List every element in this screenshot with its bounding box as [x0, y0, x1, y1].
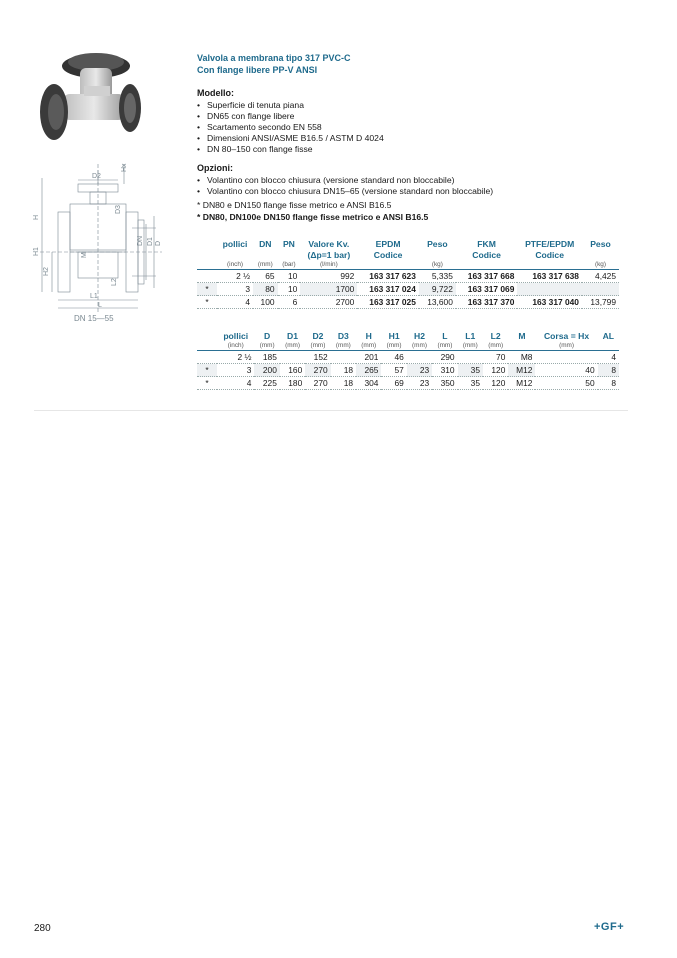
cell: 163 317 069 — [467, 284, 515, 294]
cell: 163 317 370 — [467, 297, 515, 307]
col-al: AL — [602, 331, 615, 341]
cell: 120 — [491, 365, 506, 375]
cell: 270 — [313, 378, 328, 388]
cell: 185 — [262, 352, 277, 362]
list-item: • Dimensioni ANSI/ASME B16.5 / ASTM D 4024 — [197, 133, 384, 144]
col-epdm-sub: Codice — [373, 250, 403, 260]
cell: 6 — [292, 297, 298, 307]
list-item: • DN 80–150 con flange fisse — [197, 144, 384, 155]
col-h2: H2 — [414, 331, 425, 341]
cell: 18 — [343, 365, 354, 375]
col-m: M — [518, 331, 526, 341]
cell: 992 — [340, 271, 355, 281]
label-h1: H1 — [33, 247, 40, 256]
cell: 13,799 — [590, 297, 616, 307]
col-ptfe: PTFE/EPDM — [525, 239, 575, 249]
label-dn: DN — [137, 235, 144, 246]
unit: (mm) — [462, 342, 478, 349]
cell: 23 — [407, 364, 432, 377]
cell: 46 — [394, 352, 404, 362]
cell — [331, 351, 356, 364]
cell: 9,722 — [419, 283, 456, 296]
cell — [458, 351, 483, 364]
label-h: H — [33, 214, 40, 220]
label-l: L — [98, 302, 102, 309]
unit: (mm) — [386, 342, 402, 349]
col-pn: PN — [282, 239, 295, 249]
col-pollici: pollici — [223, 331, 249, 341]
cell: 163 317 638 — [532, 271, 579, 281]
unit: (mm) — [361, 342, 377, 349]
codes-table — [197, 239, 619, 309]
section-divider — [34, 410, 628, 411]
unit: (inch) — [227, 261, 244, 268]
gf-logo: +GF+ — [594, 921, 625, 933]
row-marker — [197, 351, 217, 364]
col-epdm: EPDM — [375, 239, 401, 249]
cell — [582, 283, 619, 296]
cell: 100 — [260, 297, 275, 307]
unit: (bar) — [282, 261, 296, 268]
page-number: 280 — [34, 923, 51, 934]
unit: (mm) — [257, 261, 273, 268]
product-title — [197, 52, 351, 76]
label-d3: D3 — [115, 205, 122, 214]
cell: 8 — [611, 378, 616, 388]
cell: 3 — [246, 365, 252, 375]
col-peso2: Peso — [590, 239, 611, 249]
modello-heading: Modello: — [197, 88, 234, 98]
col-d1: D1 — [287, 331, 299, 341]
label-hx: Hx — [121, 163, 128, 172]
cell: 18 — [343, 378, 354, 388]
cell: 1700 — [300, 283, 357, 296]
label-h2: H2 — [43, 267, 50, 276]
cell: 4 — [611, 352, 616, 362]
cell: 4 — [245, 297, 251, 307]
cell: 2700 — [335, 297, 355, 307]
row-marker: * — [205, 378, 209, 388]
cell — [407, 351, 432, 364]
col-dn: DN — [259, 239, 272, 249]
valve-photo — [34, 46, 144, 154]
unit: (mm) — [310, 342, 326, 349]
table-row — [197, 377, 619, 390]
cell: 8 — [598, 364, 619, 377]
cell: 70 — [496, 352, 506, 362]
cell: 35 — [470, 378, 480, 388]
cell: 350 — [440, 378, 455, 388]
col-kv-sub: (Δp=1 bar) — [307, 250, 351, 260]
col-d2: D2 — [312, 331, 324, 341]
cell: 163 317 024 — [369, 284, 416, 294]
col-ptfe-sub: Codice — [535, 250, 564, 260]
unit: (kg) — [594, 261, 606, 268]
list-item: • Scartamento secondo EN 558 — [197, 122, 384, 133]
cell: 80 — [253, 283, 277, 296]
list-item: • Volantino con blocco chiusura DN15–65 (versione standard non bloccabile) — [197, 186, 493, 197]
col-d3: D3 — [337, 331, 349, 341]
cell — [280, 351, 305, 364]
cell: 57 — [394, 365, 404, 375]
cell: 40 — [585, 365, 595, 375]
cell: 13,600 — [427, 297, 453, 307]
cell: 4,425 — [595, 271, 616, 281]
cell: 4 — [246, 378, 252, 388]
unit: (inch) — [227, 342, 244, 349]
title-line-2: Con flange libere PP-V ANSI — [197, 65, 318, 75]
cell: 2 ½ — [236, 271, 251, 281]
cell: 163 317 623 — [369, 271, 416, 281]
cell: 265 — [356, 364, 381, 377]
cell: 50 — [585, 378, 595, 388]
unit: (mm) — [335, 342, 351, 349]
cell: 65 — [265, 271, 275, 281]
table-row — [197, 283, 619, 296]
cell: 5,335 — [431, 271, 453, 281]
col-h1: H1 — [388, 331, 400, 341]
table-row — [197, 296, 619, 309]
list-item: • Volantino con blocco chiusura (versione standard non bloccabile) — [197, 175, 493, 186]
unit: (mm) — [437, 342, 453, 349]
unit: (mm) — [412, 342, 427, 349]
cell: M12 — [516, 378, 533, 388]
col-pollici: pollici — [222, 239, 248, 249]
unit: (mm) — [285, 342, 300, 349]
col-l2: L2 — [490, 331, 501, 341]
cell: 163 317 040 — [532, 297, 579, 307]
table-row — [197, 351, 619, 364]
cell: 290 — [440, 352, 455, 362]
title-line-1: Valvola a membrana tipo 317 PVC-C — [197, 53, 351, 63]
cell: 69 — [394, 378, 404, 388]
cell: M8 — [520, 352, 533, 362]
opzioni-list — [197, 175, 493, 197]
cell: 35 — [458, 364, 483, 377]
col-l1: L1 — [465, 331, 476, 341]
cell: 163 317 668 — [467, 271, 515, 281]
cell: M12 — [508, 364, 535, 377]
list-item: • DN65 con flange libere — [197, 111, 384, 122]
unit: (mm) — [559, 342, 574, 349]
table-row — [197, 364, 619, 377]
col-fkm: FKM — [477, 239, 496, 249]
technical-drawing — [34, 160, 164, 328]
cell: 180 — [288, 378, 303, 388]
note-1: * DN80 e DN150 flange fisse metrico e ANSI B16.5 — [197, 200, 392, 210]
cell: 152 — [313, 352, 328, 362]
cell: 120 — [491, 378, 506, 388]
cell: 163 317 025 — [369, 297, 416, 307]
col-kv: Valore Kv. — [308, 239, 350, 249]
col-d: D — [264, 331, 271, 341]
label-d: D — [155, 240, 162, 246]
drawing-caption: DN 15—55 — [74, 314, 114, 323]
cell: 2 ½ — [237, 352, 252, 362]
cell: 225 — [262, 378, 277, 388]
label-l2: L2 — [111, 278, 118, 286]
label-m: M — [81, 252, 88, 258]
col-peso: Peso — [427, 239, 448, 249]
cell: 310 — [440, 365, 455, 375]
row-marker — [197, 270, 217, 283]
cell — [535, 351, 597, 364]
label-l1: L1 — [90, 293, 98, 300]
unit: (mm) — [488, 342, 504, 349]
cell: 10 — [288, 271, 298, 281]
cell: 160 — [288, 365, 303, 375]
list-item: • Superficie di tenuta piana — [197, 100, 384, 111]
cell: 201 — [364, 352, 379, 362]
cell: 3 — [245, 284, 251, 294]
cell — [517, 283, 582, 296]
unit: (kg) — [431, 261, 443, 268]
note-2: * DN80, DN100e DN150 flange fisse metrico e ANSI B16.5 — [197, 212, 429, 222]
row-marker: * — [197, 283, 217, 296]
label-d1: D1 — [147, 237, 154, 246]
modello-list — [197, 100, 384, 155]
col-l: L — [442, 331, 448, 341]
cell: 304 — [364, 378, 379, 388]
row-marker: * — [205, 297, 209, 307]
label-d2: D2 — [92, 173, 101, 180]
unit: (mm) — [259, 342, 275, 349]
unit: (l/min) — [319, 261, 338, 268]
row-marker: * — [197, 364, 217, 377]
cell: 10 — [288, 284, 298, 294]
col-corsa: Corsa = Hx — [543, 331, 590, 341]
table-row — [197, 270, 619, 283]
cell: 270 — [305, 364, 330, 377]
dimensions-table — [197, 331, 619, 390]
col-fkm-sub: Codice — [472, 250, 501, 260]
opzioni-heading: Opzioni: — [197, 163, 233, 173]
cell: 23 — [419, 378, 430, 388]
col-h: H — [365, 331, 372, 341]
cell: 200 — [254, 364, 279, 377]
